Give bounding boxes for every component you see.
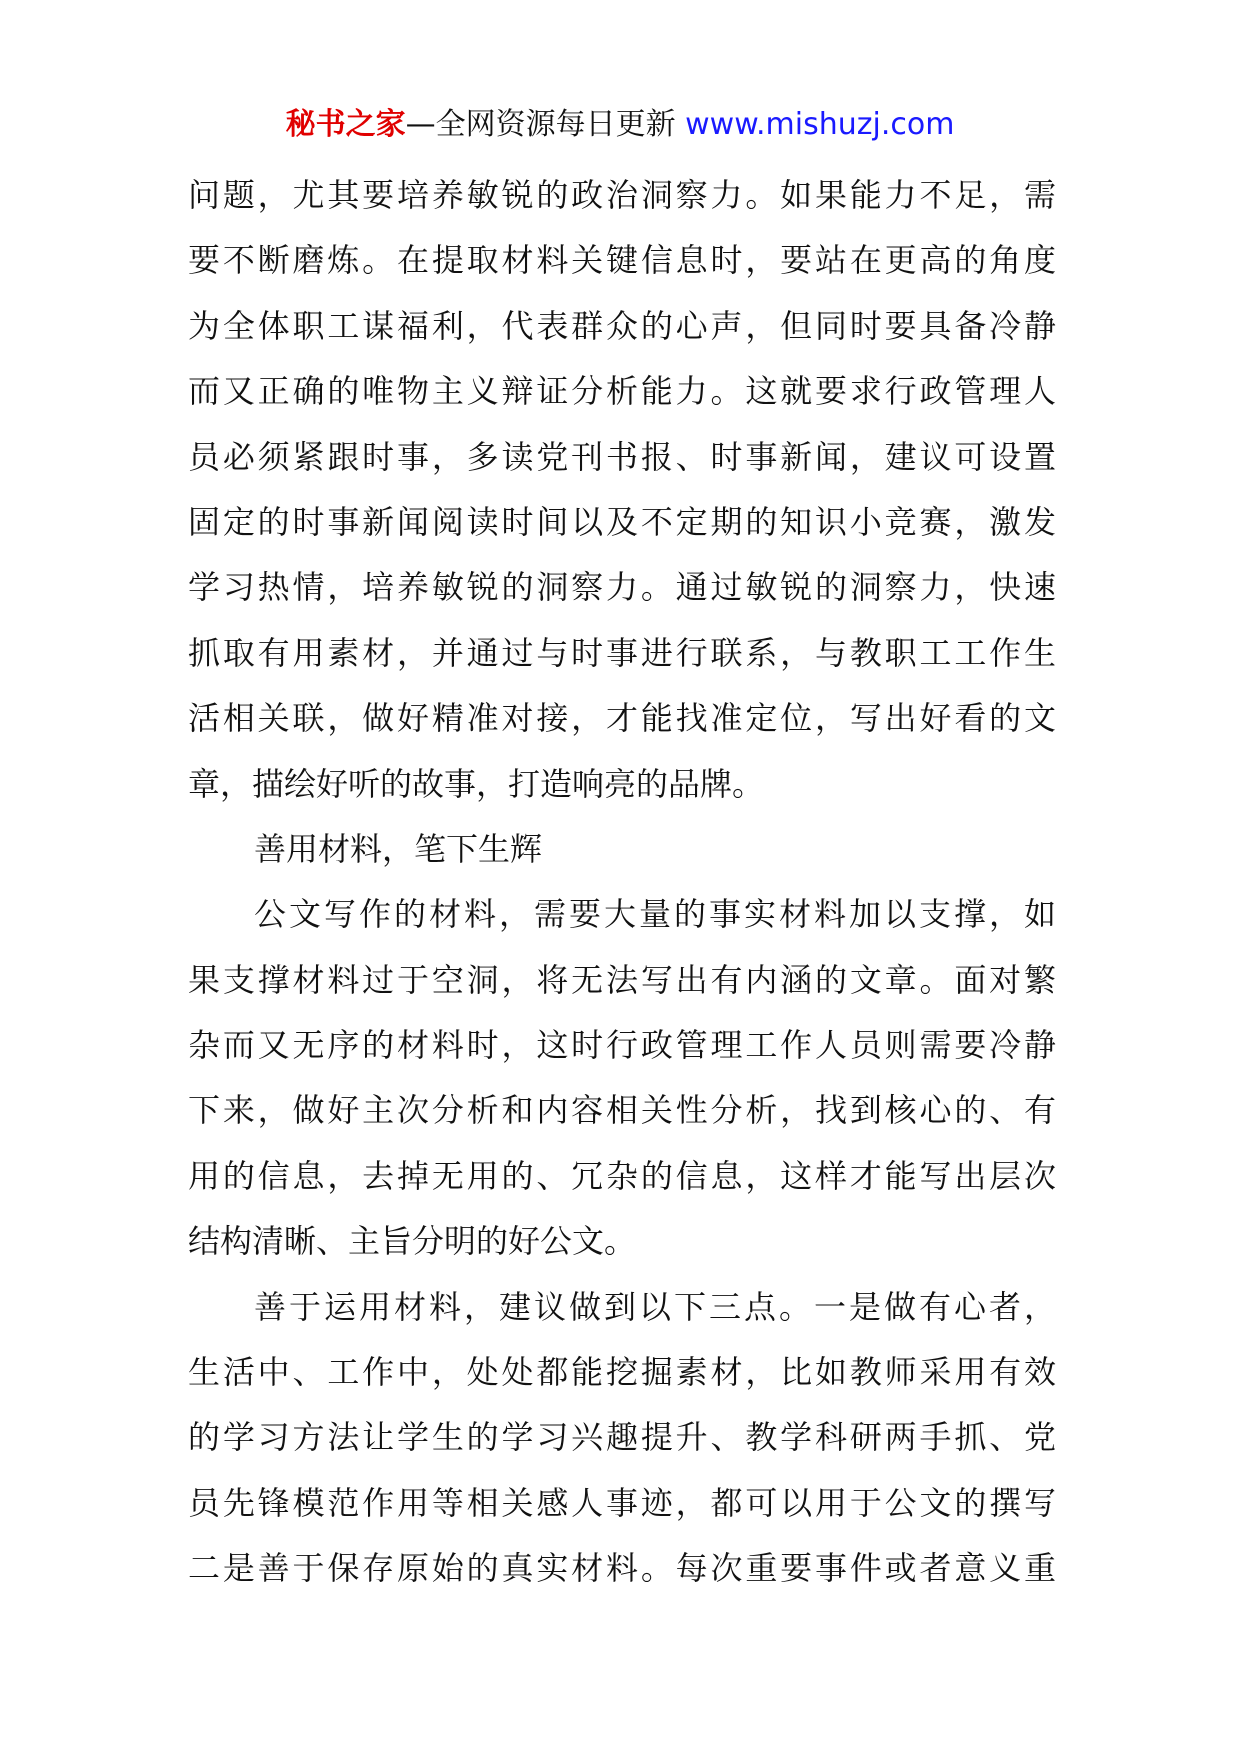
header-tagline: —全网资源每日更新 bbox=[405, 107, 686, 142]
site-header bbox=[0, 100, 1240, 150]
text-line: 下来，做好主次分析和内容相关性分析，找到核心的、有 bbox=[188, 1091, 1056, 1130]
text-line: 公文写作的材料，需要大量的事实材料加以支撑，如 bbox=[254, 895, 1056, 934]
document-body bbox=[188, 163, 1056, 1602]
text-line: 的学习方法让学生的学习兴趣提升、教学科研两手抓、党 bbox=[188, 1418, 1056, 1457]
text-line: 学习热情，培养敏锐的洞察力。通过敏锐的洞察力，快速 bbox=[188, 568, 1056, 607]
text-line: 杂而又无序的材料时，这时行政管理工作人员则需要冷静 bbox=[188, 1026, 1056, 1065]
text-line: 而又正确的唯物主义辩证分析能力。这就要求行政管理人 bbox=[188, 372, 1056, 411]
text-line: 为全体职工谋福利，代表群众的心声，但同时要具备冷静 bbox=[188, 306, 1056, 345]
text-line: 要不断磨炼。在提取材料关键信息时，要站在更高的角度 bbox=[188, 241, 1056, 280]
text-line: 果支撑材料过于空洞，将无法写出有内涵的文章。面对繁 bbox=[188, 960, 1056, 999]
text-line: 章，描绘好听的故事，打造响亮的品牌。 bbox=[188, 764, 765, 803]
text-line: 员先锋模范作用等相关感人事迹，都可以用于公文的撰写 bbox=[188, 1483, 1056, 1522]
text-line: 抓取有用素材，并通过与时事进行联系，与教职工工作生 bbox=[188, 633, 1056, 672]
text-line: 员必须紧跟时事，多读党刊书报、时事新闻，建议可设置 bbox=[188, 437, 1056, 476]
section-heading: 善用材料，笔下生辉 bbox=[254, 829, 543, 868]
brand-name: 秘书之家 bbox=[285, 107, 406, 142]
site-url-link[interactable]: www.mishuzj.com bbox=[685, 107, 955, 142]
text-line: 生活中、工作中，处处都能挖掘素材，比如教师采用有效 bbox=[188, 1353, 1056, 1392]
text-line: 二是善于保存原始的真实材料。每次重要事件或者意义重 bbox=[188, 1549, 1056, 1588]
text-line: 善于运用材料，建议做到以下三点。一是做有心者， bbox=[254, 1287, 1056, 1326]
text-line: 问题，尤其要培养敏锐的政治洞察力。如果能力不足，需 bbox=[188, 176, 1056, 214]
text-line: 结构清晰、主旨分明的好公文。 bbox=[188, 1222, 637, 1261]
text-line: 用的信息，去掉无用的、冗杂的信息，这样才能写出层次 bbox=[188, 1156, 1056, 1195]
text-line: 固定的时事新闻阅读时间以及不定期的知识小竞赛，激发 bbox=[188, 502, 1056, 541]
text-line: 活相关联，做好精准对接，才能找准定位，写出好看的文 bbox=[188, 699, 1056, 738]
